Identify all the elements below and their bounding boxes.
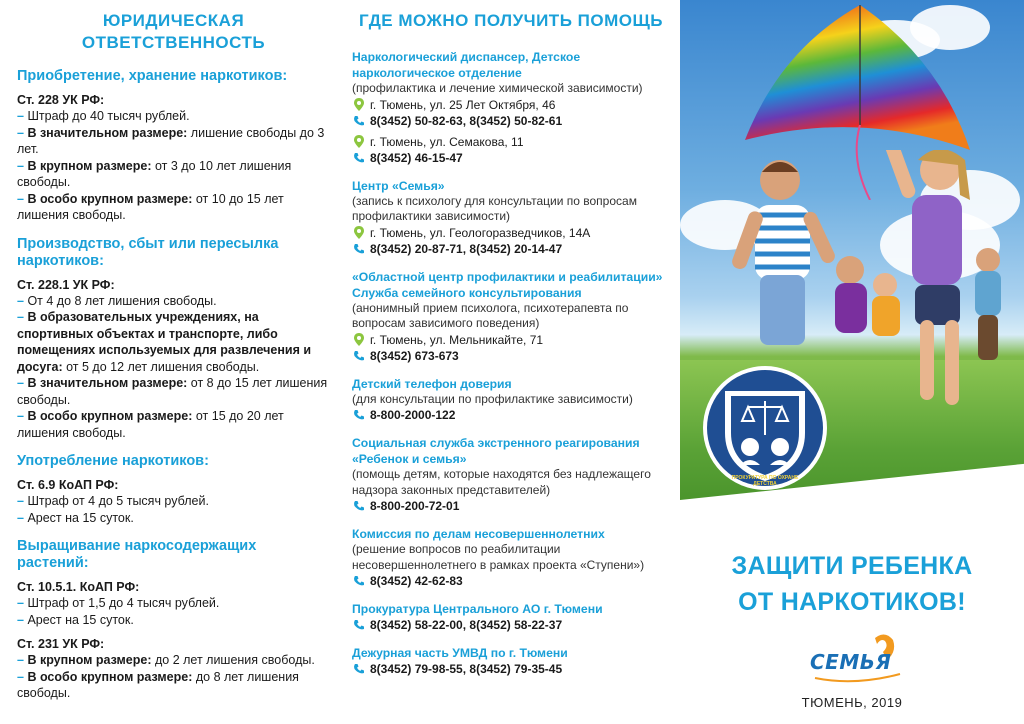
penalty-text: от 10 до 15 лет лишения свободы. [17,191,284,222]
phone-number: 8(3452) 50-82-63, 8(3452) 50-82-61 [370,113,563,128]
help-organizations [352,49,670,677]
organization-name: Центр «Семья» [352,178,445,193]
penalty-condition: В особо крупном размере: [27,191,193,206]
emblem-caption: ПРОКУРАТУРА ПО ОХРАНЕ ДЕТСТВА [731,475,799,487]
penalty-text: лишение свободы до 3 лет. [17,125,325,156]
organization-name: Прокуратура Центрального АО г. Тюмени [352,602,603,616]
phone-icon [352,409,366,421]
address-line [352,225,670,241]
phone-line [352,573,670,589]
help-organization [352,178,670,257]
prosecutor-child-protection-emblem [700,363,830,493]
organization-name: Наркологический диспансер, Детское наркологическое отделение [352,50,581,80]
organization-description: (помощь детям, которые находятся без надлежащего надзора законных представителей) [352,467,651,497]
help-organization [352,645,670,677]
phone-line [352,498,670,514]
phone-line [352,348,670,364]
penalty-condition: В крупном размере: [27,158,152,173]
phone-line [352,113,670,129]
penalty-text: до 2 лет лишения свободы. [151,653,315,667]
legal-sections [17,68,330,702]
dash-bullet-icon: – [17,191,28,206]
address-line [352,332,670,348]
address-text: г. Тюмень, ул. Геологоразведчиков, 14А [370,225,591,240]
dash-bullet-icon: – [17,653,28,667]
phone-line [352,661,670,677]
organization-description: (запись к психологу для консультации по вопросам профилактики зависимости) [352,193,637,223]
penalty-text: Арест на 15 суток. [27,612,134,627]
phone-icon [352,115,366,127]
dash-bullet-icon: – [17,510,28,525]
location-pin-icon [352,333,366,346]
phone-number: 8-800-2000-122 [370,408,456,422]
penalty-item [17,191,330,224]
penalty-item [17,493,330,510]
dash-bullet-icon: – [17,669,28,684]
phone-line [352,150,670,166]
organization-name: Детский телефон доверия [352,376,512,391]
organization-description: (решение вопросов по реабилитации несовершеннолетнего в рамках проекта «Ступени») [352,542,645,572]
legal-section-title: Употребление наркотиков: [17,453,209,469]
phone-line [352,617,670,633]
organization-name: «Областной центр профилактики и реабилитации» Служба семейного консультирования [352,269,663,300]
city-year: ТЮМЕНЬ, 2019 [801,695,903,710]
penalty-item [17,510,330,527]
phone-number: 8(3452) 20-87-71, 8(3452) 20-14-47 [370,241,563,256]
organization-description: (анонимный прием психолога, психотерапевта по вопросам зависимого поведения) [352,300,629,330]
penalty-condition: В значительном размере: [27,376,188,390]
phone-number: 8(3452) 673-673 [370,348,459,363]
slogan-line-1: ЗАЩИТИ РЕБЕНКА [731,552,973,580]
organization-name: Дежурная часть УМВД по г. Тюмени [352,646,568,660]
dash-bullet-icon: – [17,310,28,324]
slogan-line-2: ОТ НАРКОТИКОВ! [738,588,966,616]
organization-description: (для консультации по профилактике зависимости) [352,391,633,406]
dash-bullet-icon: – [17,293,28,308]
address-text: г. Тюмень, ул. Семакова, 11 [370,134,524,149]
phone-icon [352,243,366,255]
organization-name: Комиссия по делам несовершеннолетних [352,527,605,541]
dash-bullet-icon: – [17,494,28,508]
phone-icon [352,350,366,362]
legal-section-title: Приобретение, хранение наркотиков: [17,68,288,84]
penalty-item [17,612,330,629]
phone-icon [352,500,366,512]
phone-icon [352,663,366,675]
penalty-item [17,408,330,441]
organization-description: (профилактика и лечение химической зависимости) [352,81,643,95]
penalty-condition: В значительном размере: [27,125,188,140]
dash-bullet-icon: – [17,109,28,123]
help-column [340,0,680,724]
penalty-text: Штраф до 40 тысяч рублей. [27,109,190,123]
children-kite-photo [680,0,1024,540]
penalty-item [17,293,330,310]
law-article: Ст. 10.5.1. КоАП РФ: [17,580,140,594]
phone-icon [352,619,366,631]
address-line [352,97,670,113]
help-organization [352,435,670,514]
penalty-text: От 4 до 8 лет лишения свободы. [27,293,217,308]
help-organization [352,269,670,364]
location-pin-icon [352,98,366,111]
address-text: г. Тюмень, ул. 25 Лет Октября, 46 [370,97,556,112]
phone-icon [352,152,366,164]
phone-number: 8(3452) 46-15-47 [370,150,463,165]
dash-bullet-icon: – [17,158,28,173]
penalty-item [17,309,330,375]
help-organization [352,601,670,633]
penalty-text: от 15 до 20 лет лишения свободы. [17,409,284,440]
main-slogan [680,548,1024,620]
penalty-item [17,652,330,669]
semya-logo-text: СЕМЬЯ [810,650,892,674]
penalty-text: от 3 до 10 лет лишения свободы. [17,158,292,189]
legal-responsibility-column [0,0,340,724]
help-organization [352,526,670,589]
phone-number: 8(3452) 79-98-55, 8(3452) 79-35-45 [370,662,563,676]
penalty-item [17,669,330,702]
penalty-text: до 8 лет лишения свободы. [17,669,299,700]
penalty-text: от 8 до 15 лет лишения свободы. [17,376,328,407]
penalty-item [17,125,330,158]
legal-responsibility-title: ЮРИДИЧЕСКАЯ ОТВЕТСТВЕННОСТЬ [81,11,266,52]
help-organization [352,376,670,424]
penalty-item [17,595,330,612]
address-line [352,134,670,150]
cover-panel [680,0,1024,724]
penalty-text: Штраф от 4 до 5 тысяч рублей. [27,494,209,508]
location-pin-icon [352,226,366,239]
penalty-text: от 5 до 12 лет лишения свободы. [62,359,260,374]
law-article: Ст. 231 УК РФ: [17,637,105,651]
penalty-condition: В образовательных учреждениях, на спортивных объектах и транспорте, либо помещениях используемых для развлечения и досуга: [17,310,312,374]
penalty-item [17,158,330,191]
phone-number: 8-800-200-72-01 [370,499,460,513]
location-pin-icon [352,135,366,148]
dash-bullet-icon: – [17,596,28,610]
penalty-text: Арест на 15 суток. [27,510,134,525]
law-article: Ст. 228 УК РФ: [17,93,105,107]
penalty-condition: В крупном размере: [27,653,152,667]
legal-section-title: Выращивание наркосодержащих растений: [17,538,257,571]
help-title: ГДЕ МОЖНО ПОЛУЧИТЬ ПОМОЩЬ [358,11,663,30]
phone-number: 8(3452) 42-62-83 [370,574,463,588]
phone-number: 8(3452) 58-22-00, 8(3452) 58-22-37 [370,618,563,632]
help-organization [352,49,670,166]
law-article: Ст. 228.1 УК РФ: [17,277,115,292]
dash-bullet-icon: – [17,125,28,140]
address-text: г. Тюмень, ул. Мельникайте, 71 [370,332,544,347]
legal-section-title: Производство, сбыт или пересылка наркотиков: [17,235,279,269]
penalty-item [17,108,330,125]
phone-line [352,241,670,257]
phone-icon [352,575,366,587]
penalty-item [17,375,330,408]
phone-line [352,407,670,423]
penalty-text: Штраф от 1,5 до 4 тысяч рублей. [27,596,220,610]
dash-bullet-icon: – [17,376,28,390]
law-article: Ст. 6.9 КоАП РФ: [17,478,119,492]
penalty-condition: В особо крупном размере: [27,409,193,423]
penalty-condition: В особо крупном размере: [27,669,193,684]
organization-name: Социальная служба экстренного реагирования «Ребенок и семья» [352,436,640,466]
dash-bullet-icon: – [17,409,28,423]
dash-bullet-icon: – [17,612,28,627]
